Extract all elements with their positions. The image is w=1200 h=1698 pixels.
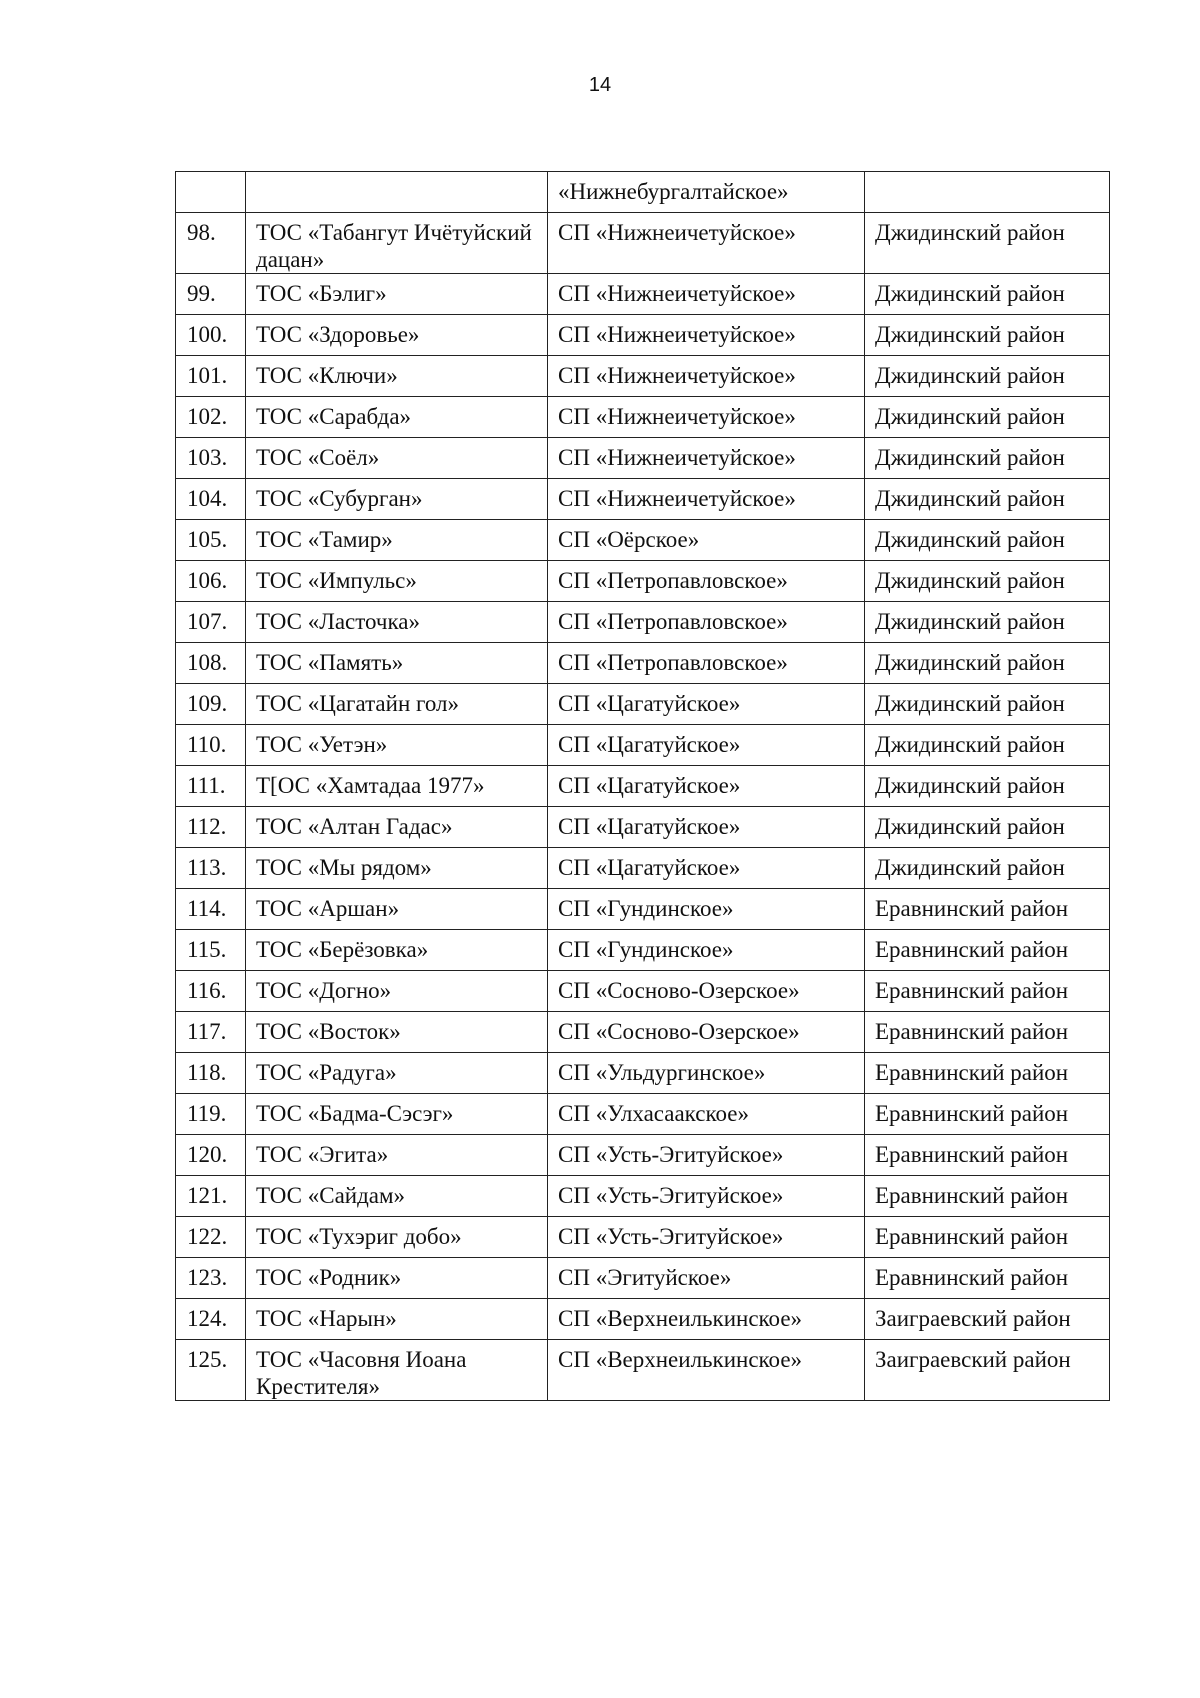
district-cell: Еравнинский район bbox=[865, 1176, 1110, 1217]
table-row bbox=[176, 643, 1110, 684]
row-number-cell: 118. bbox=[176, 1053, 246, 1094]
settlement-cell: СП «Петропавловское» bbox=[548, 643, 865, 684]
row-number-cell: 100. bbox=[176, 315, 246, 356]
settlement-cell: СП «Эгитуйское» bbox=[548, 1258, 865, 1299]
table-row bbox=[176, 807, 1110, 848]
district-cell: Джидинский район bbox=[865, 274, 1110, 315]
row-number-cell: 119. bbox=[176, 1094, 246, 1135]
settlement-cell: СП «Нижнеичетуйское» bbox=[548, 479, 865, 520]
row-number-cell: 102. bbox=[176, 397, 246, 438]
settlement-cell: «Нижнебургалтайское» bbox=[548, 172, 865, 213]
row-number-cell: 124. bbox=[176, 1299, 246, 1340]
row-number-cell: 113. bbox=[176, 848, 246, 889]
row-number-cell: 103. bbox=[176, 438, 246, 479]
district-cell bbox=[865, 172, 1110, 213]
row-number-cell: 111. bbox=[176, 766, 246, 807]
row-number-cell: 107. bbox=[176, 602, 246, 643]
district-cell: Джидинский район bbox=[865, 315, 1110, 356]
settlement-cell: СП «Цагатуйское» bbox=[548, 725, 865, 766]
tos-name-cell: ТОС «Тухэриг добо» bbox=[246, 1217, 548, 1258]
settlement-cell: СП «Цагатуйское» bbox=[548, 766, 865, 807]
table-row bbox=[176, 725, 1110, 766]
table-row bbox=[176, 315, 1110, 356]
table-row bbox=[176, 397, 1110, 438]
district-cell: Еравнинский район bbox=[865, 1053, 1110, 1094]
table-row bbox=[176, 1012, 1110, 1053]
table-row bbox=[176, 561, 1110, 602]
settlement-cell: СП «Гундинское» bbox=[548, 930, 865, 971]
row-number-cell: 108. bbox=[176, 643, 246, 684]
settlement-cell: СП «Ульдургинское» bbox=[548, 1053, 865, 1094]
row-number-cell: 120. bbox=[176, 1135, 246, 1176]
settlement-cell: СП «Цагатуйское» bbox=[548, 848, 865, 889]
settlement-cell: СП «Сосново-Озерское» bbox=[548, 971, 865, 1012]
table-row bbox=[176, 213, 1110, 274]
tos-name-cell: ТОС «Часовня Иоана Крестителя» bbox=[246, 1340, 548, 1401]
tos-name-cell: ТОС «Берёзовка» bbox=[246, 930, 548, 971]
settlement-cell: СП «Нижнеичетуйское» bbox=[548, 315, 865, 356]
district-cell: Джидинский район bbox=[865, 643, 1110, 684]
tos-name-cell: ТОС «Ласточка» bbox=[246, 602, 548, 643]
district-cell: Еравнинский район bbox=[865, 930, 1110, 971]
tos-name-cell: ТОС «Сарабда» bbox=[246, 397, 548, 438]
settlement-cell: СП «Нижнеичетуйское» bbox=[548, 438, 865, 479]
tos-name-cell: ТОС «Память» bbox=[246, 643, 548, 684]
district-cell: Джидинский район bbox=[865, 807, 1110, 848]
row-number-cell: 110. bbox=[176, 725, 246, 766]
table-row bbox=[176, 889, 1110, 930]
district-cell: Еравнинский район bbox=[865, 889, 1110, 930]
table-row bbox=[176, 1135, 1110, 1176]
district-cell: Еравнинский район bbox=[865, 1094, 1110, 1135]
district-cell: Джидинский район bbox=[865, 213, 1110, 274]
table-row bbox=[176, 1258, 1110, 1299]
table-row bbox=[176, 1094, 1110, 1135]
table-row bbox=[176, 479, 1110, 520]
table-row bbox=[176, 971, 1110, 1012]
district-cell: Джидинский район bbox=[865, 520, 1110, 561]
tos-name-cell: ТОС «Родник» bbox=[246, 1258, 548, 1299]
row-number-cell: 123. bbox=[176, 1258, 246, 1299]
settlement-cell: СП «Гундинское» bbox=[548, 889, 865, 930]
table-row bbox=[176, 930, 1110, 971]
table-row bbox=[176, 848, 1110, 889]
table-row bbox=[176, 172, 1110, 213]
district-cell: Джидинский район bbox=[865, 397, 1110, 438]
row-number-cell: 116. bbox=[176, 971, 246, 1012]
table-row bbox=[176, 520, 1110, 561]
settlement-cell: СП «Нижнеичетуйское» bbox=[548, 213, 865, 274]
tos-name-cell: ТОС «Импульс» bbox=[246, 561, 548, 602]
row-number-cell: 104. bbox=[176, 479, 246, 520]
district-cell: Еравнинский район bbox=[865, 1258, 1110, 1299]
district-cell: Заиграевский район bbox=[865, 1299, 1110, 1340]
district-cell: Еравнинский район bbox=[865, 1135, 1110, 1176]
settlement-cell: СП «Верхнеилькинское» bbox=[548, 1299, 865, 1340]
district-cell: Джидинский район bbox=[865, 438, 1110, 479]
tos-name-cell: ТОС «Здоровье» bbox=[246, 315, 548, 356]
tos-name-cell: ТОС «Тамир» bbox=[246, 520, 548, 561]
district-cell: Заиграевский район bbox=[865, 1340, 1110, 1401]
tos-name-cell: ТОС «Алтан Гадас» bbox=[246, 807, 548, 848]
row-number-cell: 112. bbox=[176, 807, 246, 848]
row-number-cell: 122. bbox=[176, 1217, 246, 1258]
settlement-cell: СП «Петропавловское» bbox=[548, 602, 865, 643]
settlement-cell: СП «Петропавловское» bbox=[548, 561, 865, 602]
table-row bbox=[176, 1217, 1110, 1258]
table-row bbox=[176, 1340, 1110, 1401]
tos-name-cell: ТОС «Догно» bbox=[246, 971, 548, 1012]
tos-name-cell: ТОС «Цагатайн гол» bbox=[246, 684, 548, 725]
district-cell: Еравнинский район bbox=[865, 1012, 1110, 1053]
tos-name-cell: ТОС «Табангут Ичётуйский дацан» bbox=[246, 213, 548, 274]
row-number-cell: 115. bbox=[176, 930, 246, 971]
district-cell: Джидинский район bbox=[865, 602, 1110, 643]
settlement-cell: СП «Сосново-Озерское» bbox=[548, 1012, 865, 1053]
row-number-cell: 114. bbox=[176, 889, 246, 930]
district-cell: Джидинский район bbox=[865, 561, 1110, 602]
tos-name-cell: ТОС «Аршан» bbox=[246, 889, 548, 930]
page-number: 14 bbox=[588, 74, 612, 96]
table-body bbox=[176, 172, 1110, 1401]
table-row bbox=[176, 274, 1110, 315]
table-row bbox=[176, 766, 1110, 807]
tos-name-cell: ТОС «Ключи» bbox=[246, 356, 548, 397]
row-number-cell bbox=[176, 172, 246, 213]
table-row bbox=[176, 602, 1110, 643]
district-cell: Джидинский район bbox=[865, 766, 1110, 807]
row-number-cell: 106. bbox=[176, 561, 246, 602]
tos-name-cell bbox=[246, 172, 548, 213]
row-number-cell: 98. bbox=[176, 213, 246, 274]
district-cell: Джидинский район bbox=[865, 848, 1110, 889]
row-number-cell: 117. bbox=[176, 1012, 246, 1053]
settlement-cell: СП «Усть-Эгитуйское» bbox=[548, 1217, 865, 1258]
row-number-cell: 125. bbox=[176, 1340, 246, 1401]
tos-name-cell: ТОС «Бэлиг» bbox=[246, 274, 548, 315]
settlement-cell: СП «Нижнеичетуйское» bbox=[548, 397, 865, 438]
tos-name-cell: ТОС «Мы рядом» bbox=[246, 848, 548, 889]
tos-name-cell: ТОС «Радуга» bbox=[246, 1053, 548, 1094]
settlement-cell: СП «Оёрское» bbox=[548, 520, 865, 561]
table-row bbox=[176, 356, 1110, 397]
tos-name-cell: ТОС «Бадма-Сэсэг» bbox=[246, 1094, 548, 1135]
tos-name-cell: ТОС «Сайдам» bbox=[246, 1176, 548, 1217]
settlement-cell: СП «Усть-Эгитуйское» bbox=[548, 1135, 865, 1176]
district-cell: Джидинский район bbox=[865, 479, 1110, 520]
settlement-cell: СП «Цагатуйское» bbox=[548, 684, 865, 725]
row-number-cell: 109. bbox=[176, 684, 246, 725]
settlement-cell: СП «Нижнеичетуйское» bbox=[548, 274, 865, 315]
settlement-cell: СП «Усть-Эгитуйское» bbox=[548, 1176, 865, 1217]
district-cell: Еравнинский район bbox=[865, 971, 1110, 1012]
district-cell: Джидинский район bbox=[865, 684, 1110, 725]
tos-name-cell: ТОС «Уетэн» bbox=[246, 725, 548, 766]
table-row bbox=[176, 684, 1110, 725]
settlement-cell: СП «Цагатуйское» bbox=[548, 807, 865, 848]
row-number-cell: 105. bbox=[176, 520, 246, 561]
tos-name-cell: Т[ОС «Хамтадаа 1977» bbox=[246, 766, 548, 807]
tos-registry-table bbox=[175, 171, 1110, 1401]
settlement-cell: СП «Нижнеичетуйское» bbox=[548, 356, 865, 397]
district-cell: Джидинский район bbox=[865, 725, 1110, 766]
tos-name-cell: ТОС «Нарын» bbox=[246, 1299, 548, 1340]
row-number-cell: 101. bbox=[176, 356, 246, 397]
settlement-cell: СП «Улхасаакское» bbox=[548, 1094, 865, 1135]
tos-name-cell: ТОС «Субурган» bbox=[246, 479, 548, 520]
table-row bbox=[176, 1053, 1110, 1094]
table-row bbox=[176, 1176, 1110, 1217]
table-row bbox=[176, 438, 1110, 479]
tos-name-cell: ТОС «Соёл» bbox=[246, 438, 548, 479]
tos-name-cell: ТОС «Восток» bbox=[246, 1012, 548, 1053]
district-cell: Еравнинский район bbox=[865, 1217, 1110, 1258]
settlement-cell: СП «Верхнеилькинское» bbox=[548, 1340, 865, 1401]
tos-name-cell: ТОС «Эгита» bbox=[246, 1135, 548, 1176]
district-cell: Джидинский район bbox=[865, 356, 1110, 397]
row-number-cell: 121. bbox=[176, 1176, 246, 1217]
row-number-cell: 99. bbox=[176, 274, 246, 315]
table-row bbox=[176, 1299, 1110, 1340]
